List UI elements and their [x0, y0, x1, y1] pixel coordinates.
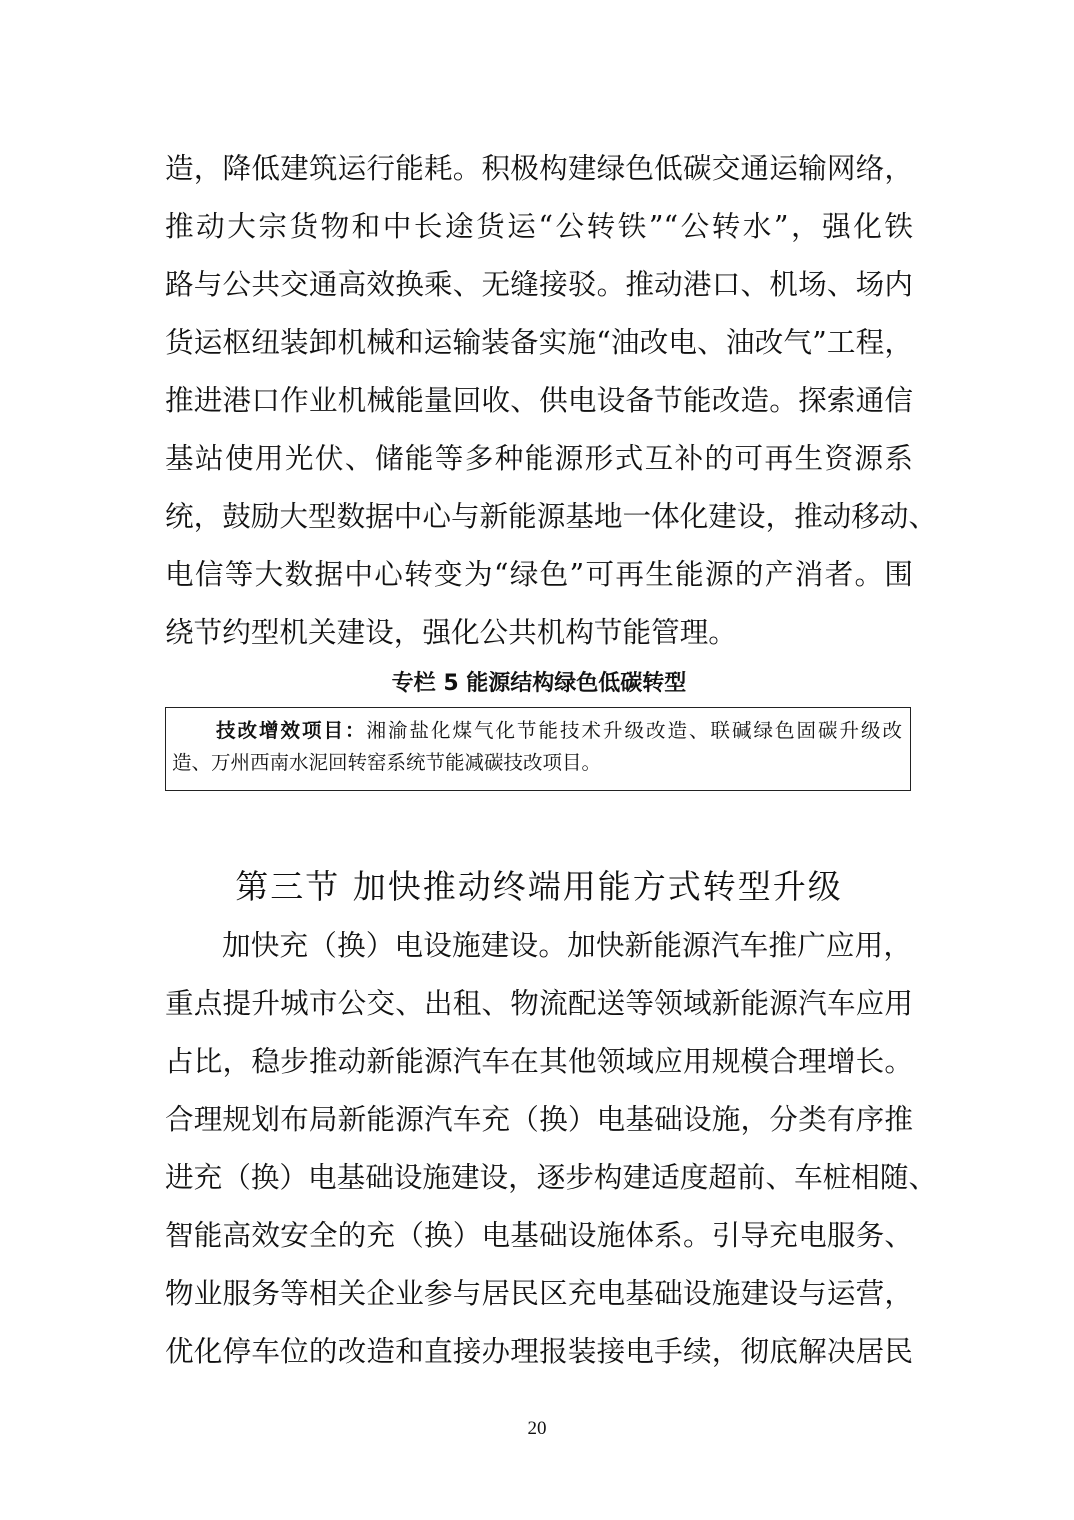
- column-box-text: 湘渝盐化煤气化节能技术升级改造、联碱绿色固碳升级改: [366, 719, 902, 742]
- column-box-line: 造、万州西南水泥回转窑系统节能减碳技改项目。: [172, 751, 602, 774]
- text-line: 进充（换）电基础设施建设，逐步构建适度超前、车桩相随、: [165, 1160, 938, 1194]
- section-heading: 第三节 加快推动终端用能方式转型升级: [235, 867, 843, 906]
- text-line: 智能高效安全的充（换）电基础设施体系。引导充电服务、: [165, 1218, 913, 1252]
- text-line: 路与公共交通高效换乘、无缝接驳。推动港口、机场、场内: [165, 267, 913, 301]
- text-line: 电信等大数据中心转变为“绿色”可再生能源的产消者。围: [165, 557, 913, 591]
- text-line: 物业服务等相关企业参与居民区充电基础设施建设与运营，: [165, 1276, 913, 1310]
- column-box: [165, 707, 911, 791]
- text-line: 推动大宗货物和中长途货运“公转铁”“公转水”，强化铁: [165, 209, 913, 243]
- page-number: 20: [527, 1418, 547, 1439]
- text-line: 造，降低建筑运行能耗。积极构建绿色低碳交通运输网络，: [165, 151, 913, 185]
- text-line: 货运枢纽装卸机械和运输装备实施“油改电、油改气”工程，: [165, 325, 913, 359]
- text-line: 合理规划布局新能源汽车充（换）电基础设施，分类有序推: [165, 1102, 913, 1136]
- column-box-line: [216, 716, 902, 746]
- text-line: 加快充（换）电设施建设。加快新能源汽车推广应用，: [222, 928, 912, 962]
- text-line: 重点提升城市公交、出租、物流配送等领域新能源汽车应用: [165, 986, 913, 1020]
- text-line: 优化停车位的改造和直接办理报装接电手续，彻底解决居民: [165, 1334, 913, 1368]
- text-line: 基站使用光伏、储能等多种能源形式互补的可再生资源系: [165, 441, 913, 475]
- text-line: 推进港口作业机械能量回收、供电设备节能改造。探索通信: [165, 383, 913, 417]
- text-line: 占比，稳步推动新能源汽车在其他领域应用规模合理增长。: [165, 1044, 913, 1078]
- column-box-caption: 专栏 5 能源结构绿色低碳转型: [391, 671, 687, 696]
- column-box-label: 技改增效项目：: [216, 719, 367, 742]
- text-line: 绕节约型机关建设，强化公共机构节能管理。: [165, 615, 737, 649]
- text-line: 统，鼓励大型数据中心与新能源基地一体化建设，推动移动、: [165, 499, 938, 533]
